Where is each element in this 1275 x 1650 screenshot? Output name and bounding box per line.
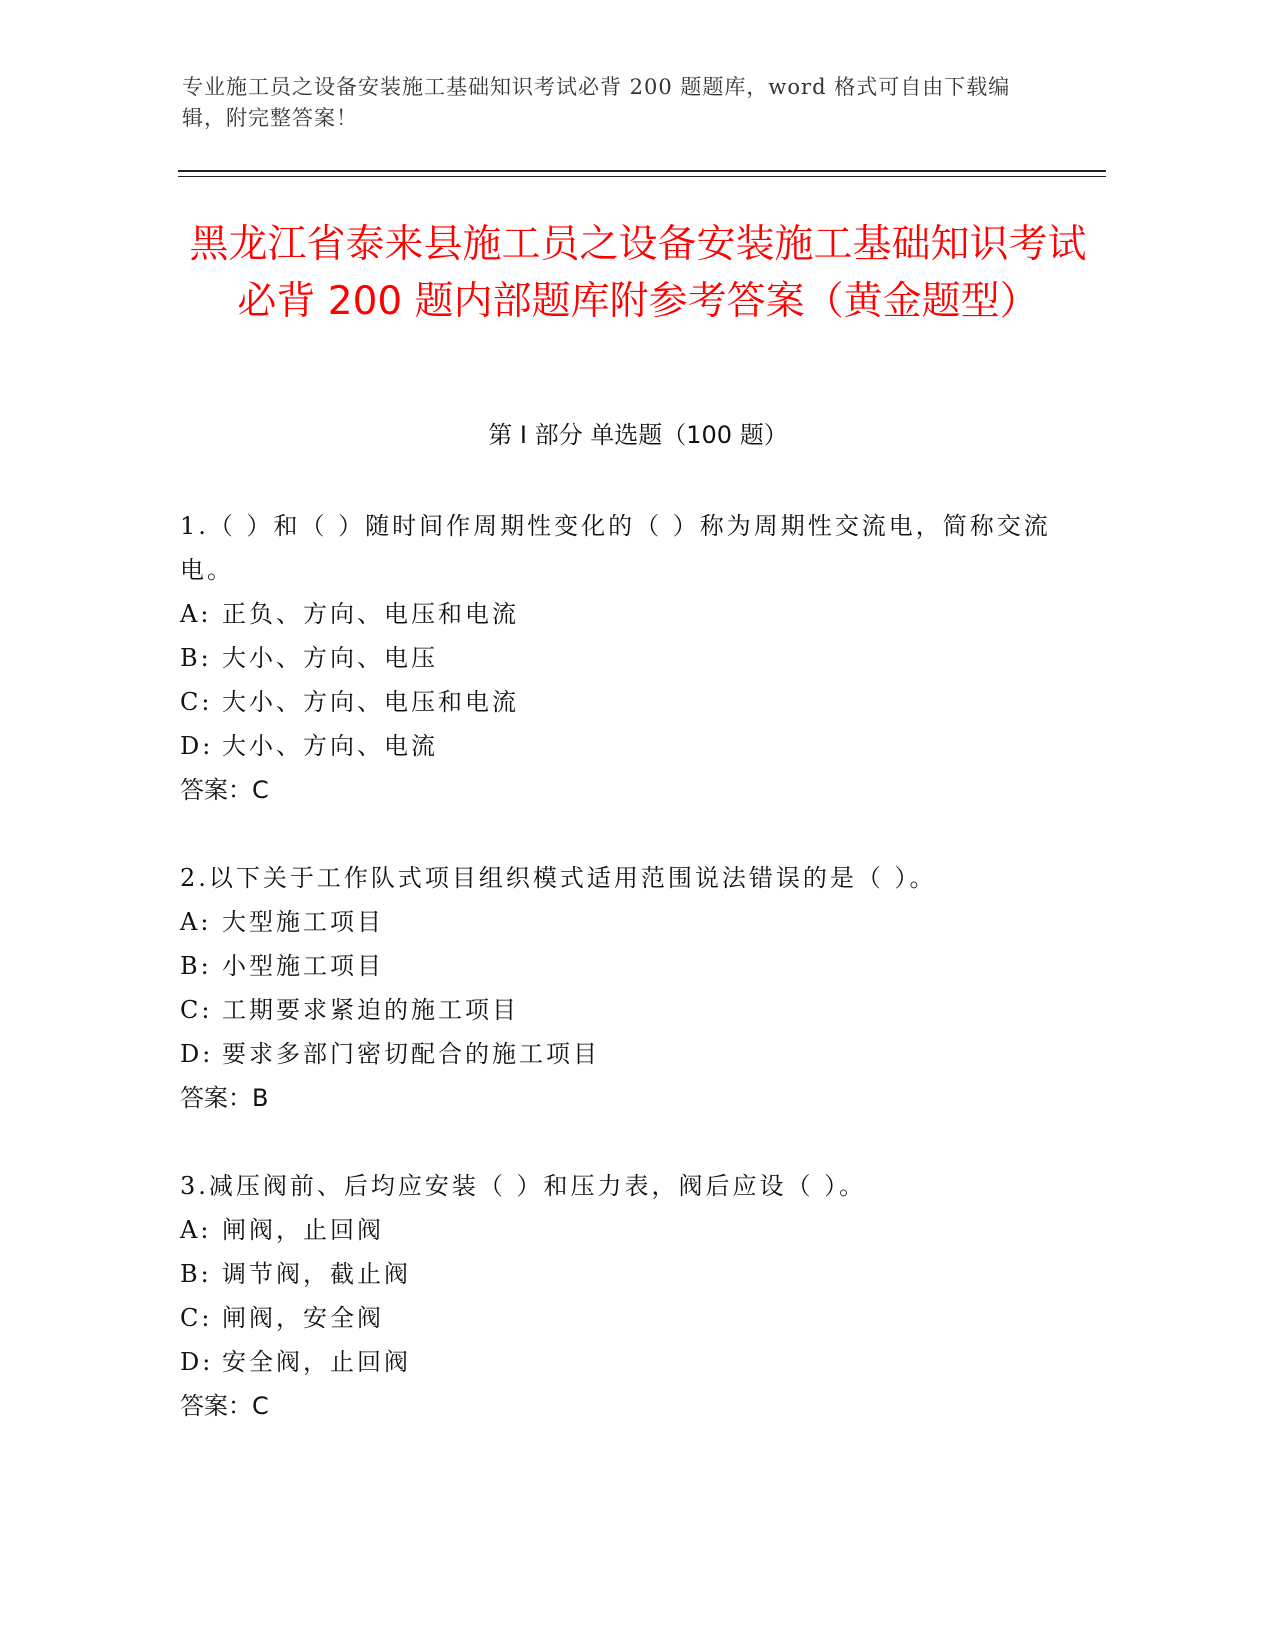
question-stem: 1.（ ）和（ ）随时间作周期性变化的（ ）称为周期性交流电，简称交流电。: [180, 512, 1051, 584]
option-text: 闸阀，安全阀: [222, 1304, 384, 1332]
question-list: [180, 504, 1060, 1472]
option-d: [180, 1032, 1060, 1076]
header-rule-thick: [178, 170, 1106, 172]
question-stem: 3.减压阀前、后均应安装（ ）和压力表，阀后应设（ ）。: [180, 1172, 867, 1200]
option-key: D:: [180, 732, 214, 760]
option-key: A:: [180, 600, 212, 628]
option-text: 大小、方向、电压和电流: [222, 688, 519, 716]
option-text: 大型施工项目: [222, 908, 384, 936]
option-key: C:: [180, 688, 213, 716]
question-stem: 2.以下关于工作队式项目组织模式适用范围说法错误的是（ ）。: [180, 864, 937, 892]
option-a: [180, 900, 1060, 944]
header-note: 专业施工员之设备安装施工基础知识考试必背 200 题题库，word 格式可自由下载编辑，附完整答案！: [182, 75, 1011, 130]
option-b: [180, 636, 1060, 680]
option-text: 安全阀，止回阀: [222, 1348, 411, 1376]
option-text: 大小、方向、电压: [222, 644, 438, 672]
answer: 答案：C: [180, 1392, 269, 1420]
document-title: 黑龙江省泰来县施工员之设备安装施工基础知识考试必背 200 题内部题库附参考答案（黄金题型）: [189, 222, 1087, 324]
option-c: [180, 1296, 1060, 1340]
option-a: [180, 592, 1060, 636]
option-d: [180, 1340, 1060, 1384]
option-text: 正负、方向、电压和电流: [222, 600, 519, 628]
question-1: [180, 504, 1060, 812]
section-title: 第 I 部分 单选题（100 题）: [488, 421, 788, 449]
header-rule-thin: [178, 176, 1106, 177]
option-key: C:: [180, 1304, 213, 1332]
option-key: D:: [180, 1348, 214, 1376]
option-key: B:: [180, 952, 212, 980]
option-text: 工期要求紧迫的施工项目: [222, 996, 519, 1024]
option-b: [180, 1252, 1060, 1296]
option-key: A:: [180, 1216, 212, 1244]
answer: 答案：C: [180, 776, 269, 804]
option-text: 闸阀，止回阀: [222, 1216, 384, 1244]
option-c: [180, 680, 1060, 724]
option-key: C:: [180, 996, 213, 1024]
option-a: [180, 1208, 1060, 1252]
option-b: [180, 944, 1060, 988]
answer: 答案：B: [180, 1084, 269, 1112]
option-key: B:: [180, 644, 212, 672]
question-3: [180, 1164, 1060, 1428]
option-text: 小型施工项目: [222, 952, 384, 980]
question-2: [180, 856, 1060, 1120]
option-key: D:: [180, 1040, 214, 1068]
option-text: 调节阀，截止阀: [222, 1260, 411, 1288]
option-text: 要求多部门密切配合的施工项目: [222, 1040, 600, 1068]
option-key: B:: [180, 1260, 212, 1288]
option-d: [180, 724, 1060, 768]
option-key: A:: [180, 908, 212, 936]
option-text: 大小、方向、电流: [222, 732, 438, 760]
option-c: [180, 988, 1060, 1032]
